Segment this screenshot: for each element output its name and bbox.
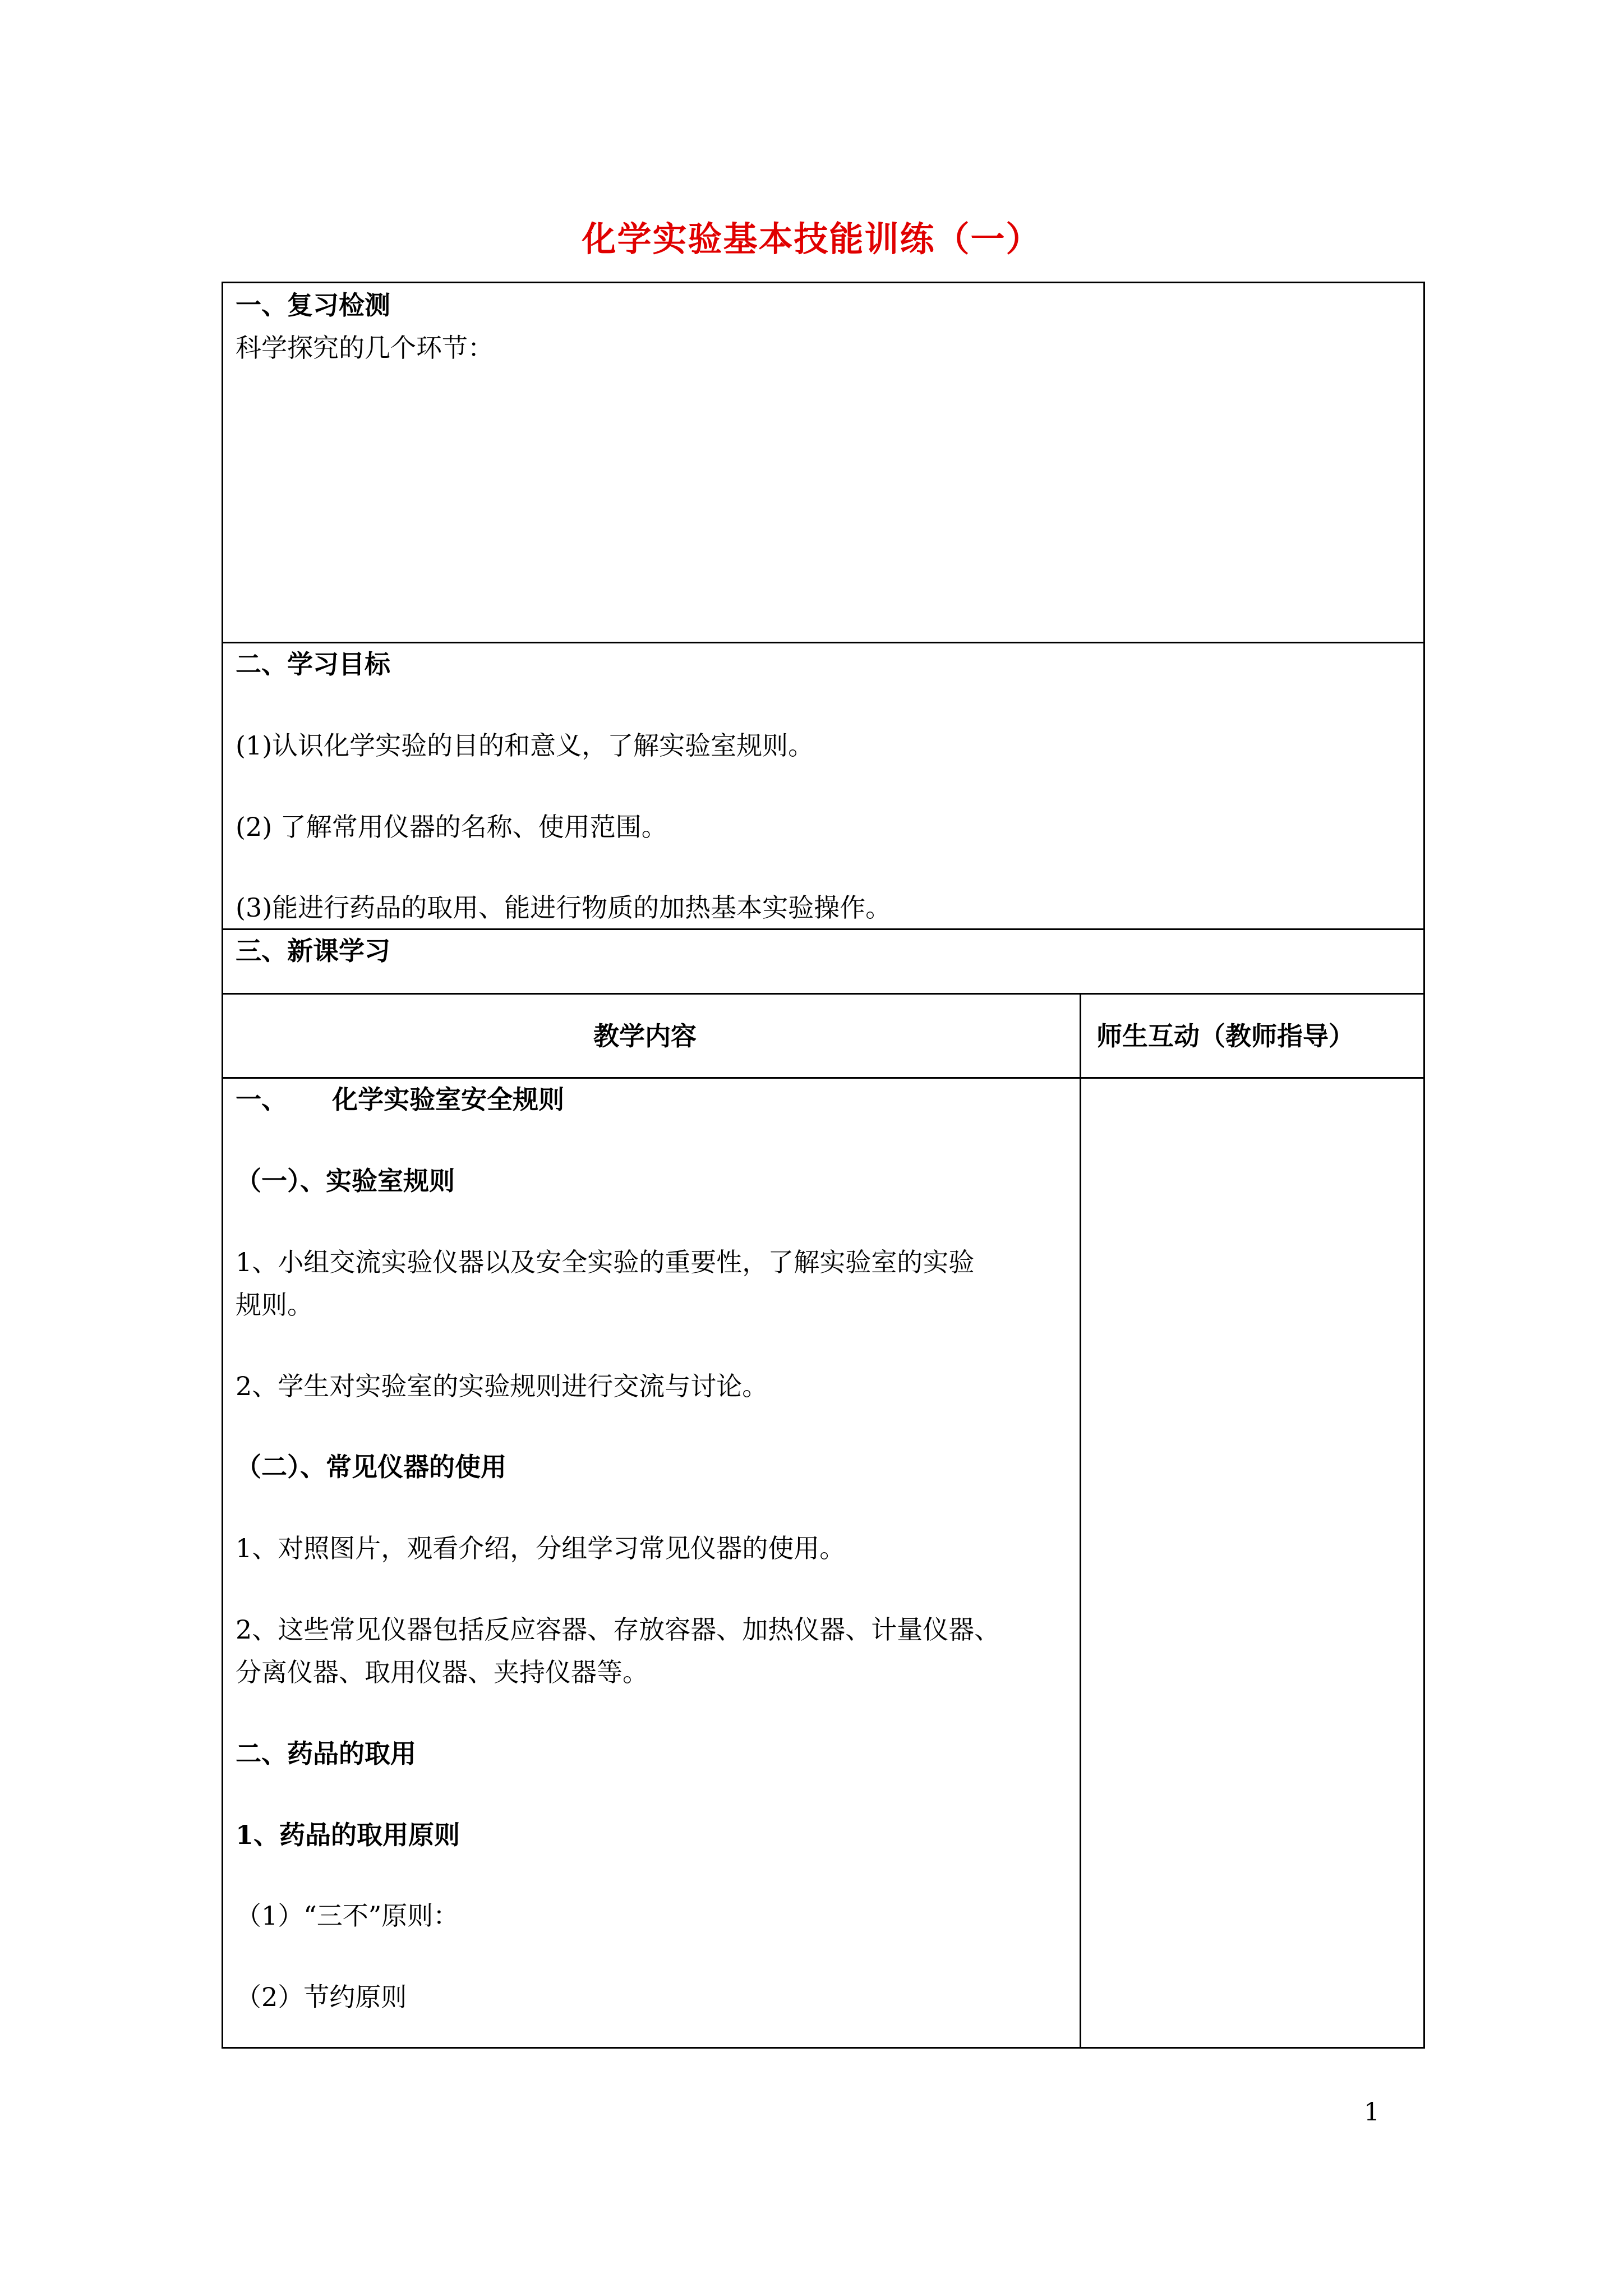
- principle-2: （2）节约原则: [236, 1982, 407, 2012]
- sub2-item2-line1: 2、这些常见仪器包括反应容器、存放容器、加热仪器、计量仪器、: [236, 1614, 1000, 1645]
- sub1-item2: 2、学生对实验室的实验规则进行交流与讨论。: [236, 1371, 768, 1401]
- sub2-heading: （二）、常见仪器的使用: [236, 1452, 506, 1482]
- principle-heading: 1、药品的取用原则: [236, 1820, 460, 1850]
- goal-item-3: (3)能进行药品的取用、能进行物质的加热基本实验操作。: [236, 892, 892, 923]
- goal-item-2: (2) 了解常用仪器的名称、使用范围。: [236, 812, 667, 842]
- goal-item-1: (1)认识化学实验的目的和意义，了解实验室规则。: [236, 730, 814, 761]
- column-header-content: 教学内容: [593, 1021, 697, 1051]
- row-divider-review: [222, 642, 1425, 643]
- column-header-interaction: 师生互动（教师指导）: [1096, 1021, 1354, 1051]
- section-goals-heading: 二、学习目标: [236, 649, 390, 679]
- sub2-item1: 1、对照图片，观看介绍，分组学习常见仪器的使用。: [236, 1533, 846, 1563]
- page-number: 1: [1364, 2098, 1380, 2127]
- section-review-heading: 一、复习检测: [236, 290, 390, 320]
- column-divider: [1080, 993, 1081, 2049]
- row-divider-new-lesson: [222, 993, 1425, 995]
- sub1-item1-line2: 规则。: [236, 1290, 313, 1320]
- section-new-lesson-heading: 三、新课学习: [236, 936, 390, 966]
- part2-heading: 二、药品的取用: [236, 1738, 416, 1769]
- sub1-item1-line1: 1、小组交流实验仪器以及安全实验的重要性，了解实验室的实验: [236, 1247, 975, 1277]
- document-title: 化学实验基本技能训练（一）: [582, 219, 1041, 259]
- section-review-prompt: 科学探究的几个环节：: [236, 333, 494, 363]
- sub2-item2-line2: 分离仪器、取用仪器、夹持仪器等。: [236, 1657, 648, 1687]
- part1-heading: 一、 化学实验室安全规则: [236, 1084, 565, 1115]
- sub1-heading: （一）、实验室规则: [236, 1166, 455, 1196]
- principle-1: （1）“三不”原则：: [236, 1901, 459, 1931]
